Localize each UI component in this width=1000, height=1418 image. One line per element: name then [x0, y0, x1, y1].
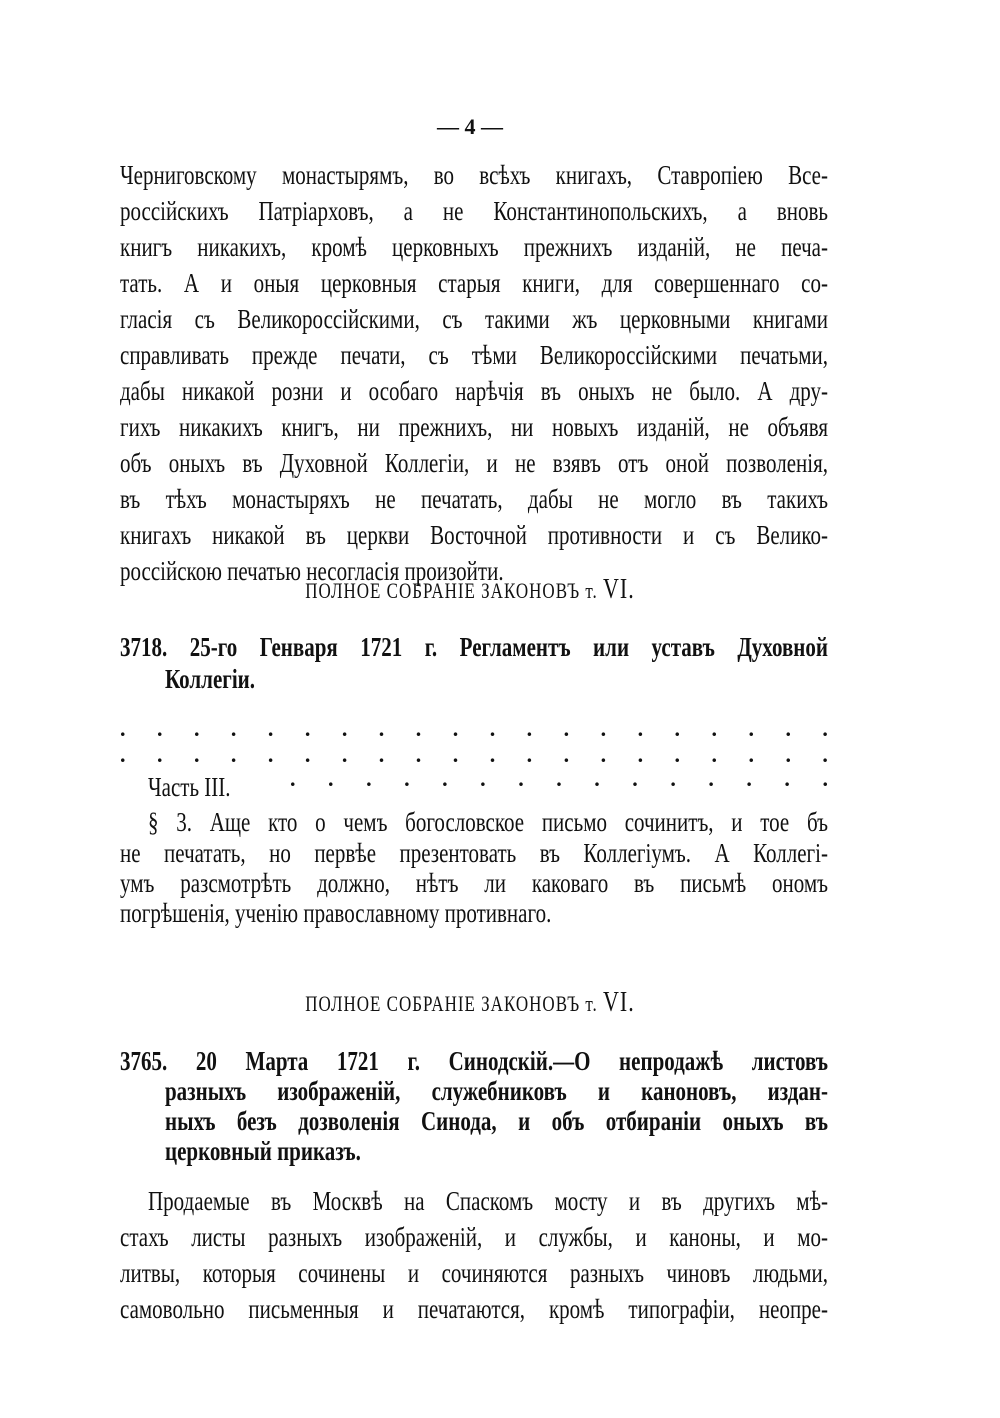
- entry-title: 3718. 25-го Генваря 1721 г. Регламентъ или уставъ Духовной: [120, 631, 828, 663]
- text-line: литвы, которыя сочинены и сочиняются разныхъ чиновъ людьми,: [120, 1257, 828, 1289]
- text-line: въ тѣхъ монастыряхъ не печатать, дабы не могло въ такихъ: [120, 483, 828, 515]
- section-heading: [0, 572, 940, 606]
- heading-volume: VI.: [603, 572, 635, 605]
- heading-text: ПОЛНОЕ СОБРАНІЕ ЗАКОНОВЪ т.: [305, 991, 598, 1017]
- text-line: Черниговскому монастырямъ, во всѣхъ книгахъ, Ставропіею Все-: [120, 159, 828, 191]
- text-line: гихъ никакихъ книгъ, ни прежнихъ, ни новыхъ изданій, не объявя: [120, 411, 828, 443]
- entry-title: ныхъ безъ дозволенія Синода, и объ отбираніи оныхъ въ: [165, 1105, 828, 1137]
- text-line: не печатать, но первѣе презентовать въ Коллегіумъ. А Коллегі-: [120, 837, 828, 869]
- ellipsis-row: . . . . . . . . . . . . . . .: [290, 766, 828, 791]
- entry-title: разныхъ изображеній, служебниковъ и каноновъ, издан-: [165, 1075, 828, 1107]
- page-number: — 4 —: [437, 114, 503, 139]
- text-line: россійскихъ Патріарховъ, а не Константинопольскихъ, а вновь: [120, 195, 828, 227]
- text-line: россійскою печатью несогласія произойти.: [120, 555, 504, 587]
- section-heading: [0, 985, 940, 1019]
- text-line: § 3. Аще кто о чемъ богословское письмо сочинитъ, и тое бъ: [148, 806, 828, 838]
- ellipsis-row: . . . . . . . . . . . . . . . . . . . .: [120, 716, 828, 741]
- text-line: тать. А и оныя церковныя старыя книги, для совершеннаго со-: [120, 267, 828, 299]
- text-line: объ оныхъ въ Духовной Коллегіи, и не взявъ отъ оной позволенія,: [120, 447, 828, 479]
- text-line: дабы никакой розни и особаго нарѣчія въ оныхъ не было. А дру-: [120, 375, 828, 407]
- heading-volume: VI.: [603, 985, 635, 1018]
- text-line: погрѣшенія, ученію православному противнаго.: [120, 897, 552, 929]
- text-line: гласія съ Великороссійскими, съ такими жъ церковными книгами: [120, 303, 828, 335]
- entry-title: 3765. 20 Марта 1721 г. Синодскій.—О непродажѣ листовъ: [120, 1045, 828, 1077]
- heading-text: ПОЛНОЕ СОБРАНІЕ ЗАКОНОВЪ т.: [305, 578, 598, 604]
- text-line: справливать прежде печати, съ тѣми Великороссійскими печатьми,: [120, 339, 828, 371]
- entry-title: Коллегіи.: [165, 663, 256, 695]
- ellipsis-row: . . . . . . . . . . . . . . . . . . . .: [120, 742, 828, 767]
- text-line: книгахъ никакой въ церкви Восточной противности и съ Велико-: [120, 519, 828, 551]
- text-line: самовольно письменныя и печатаются, кромѣ типографіи, неопре-: [120, 1293, 828, 1325]
- text-line: стахъ листы разныхъ изображеній, и службы, и каноны, и мо-: [120, 1221, 828, 1253]
- entry-title: церковный приказъ.: [165, 1135, 361, 1167]
- text-line: умъ разсмотрѣть должно, нѣтъ ли каковаго въ письмѣ ономъ: [120, 867, 828, 899]
- text-line: книгъ никакихъ, кромѣ церковныхъ прежнихъ изданій, не печа-: [120, 231, 828, 263]
- text-line: Продаемые въ Москвѣ на Спаскомъ мосту и въ другихъ мѣ-: [148, 1185, 828, 1217]
- part-label: Часть III.: [148, 771, 231, 803]
